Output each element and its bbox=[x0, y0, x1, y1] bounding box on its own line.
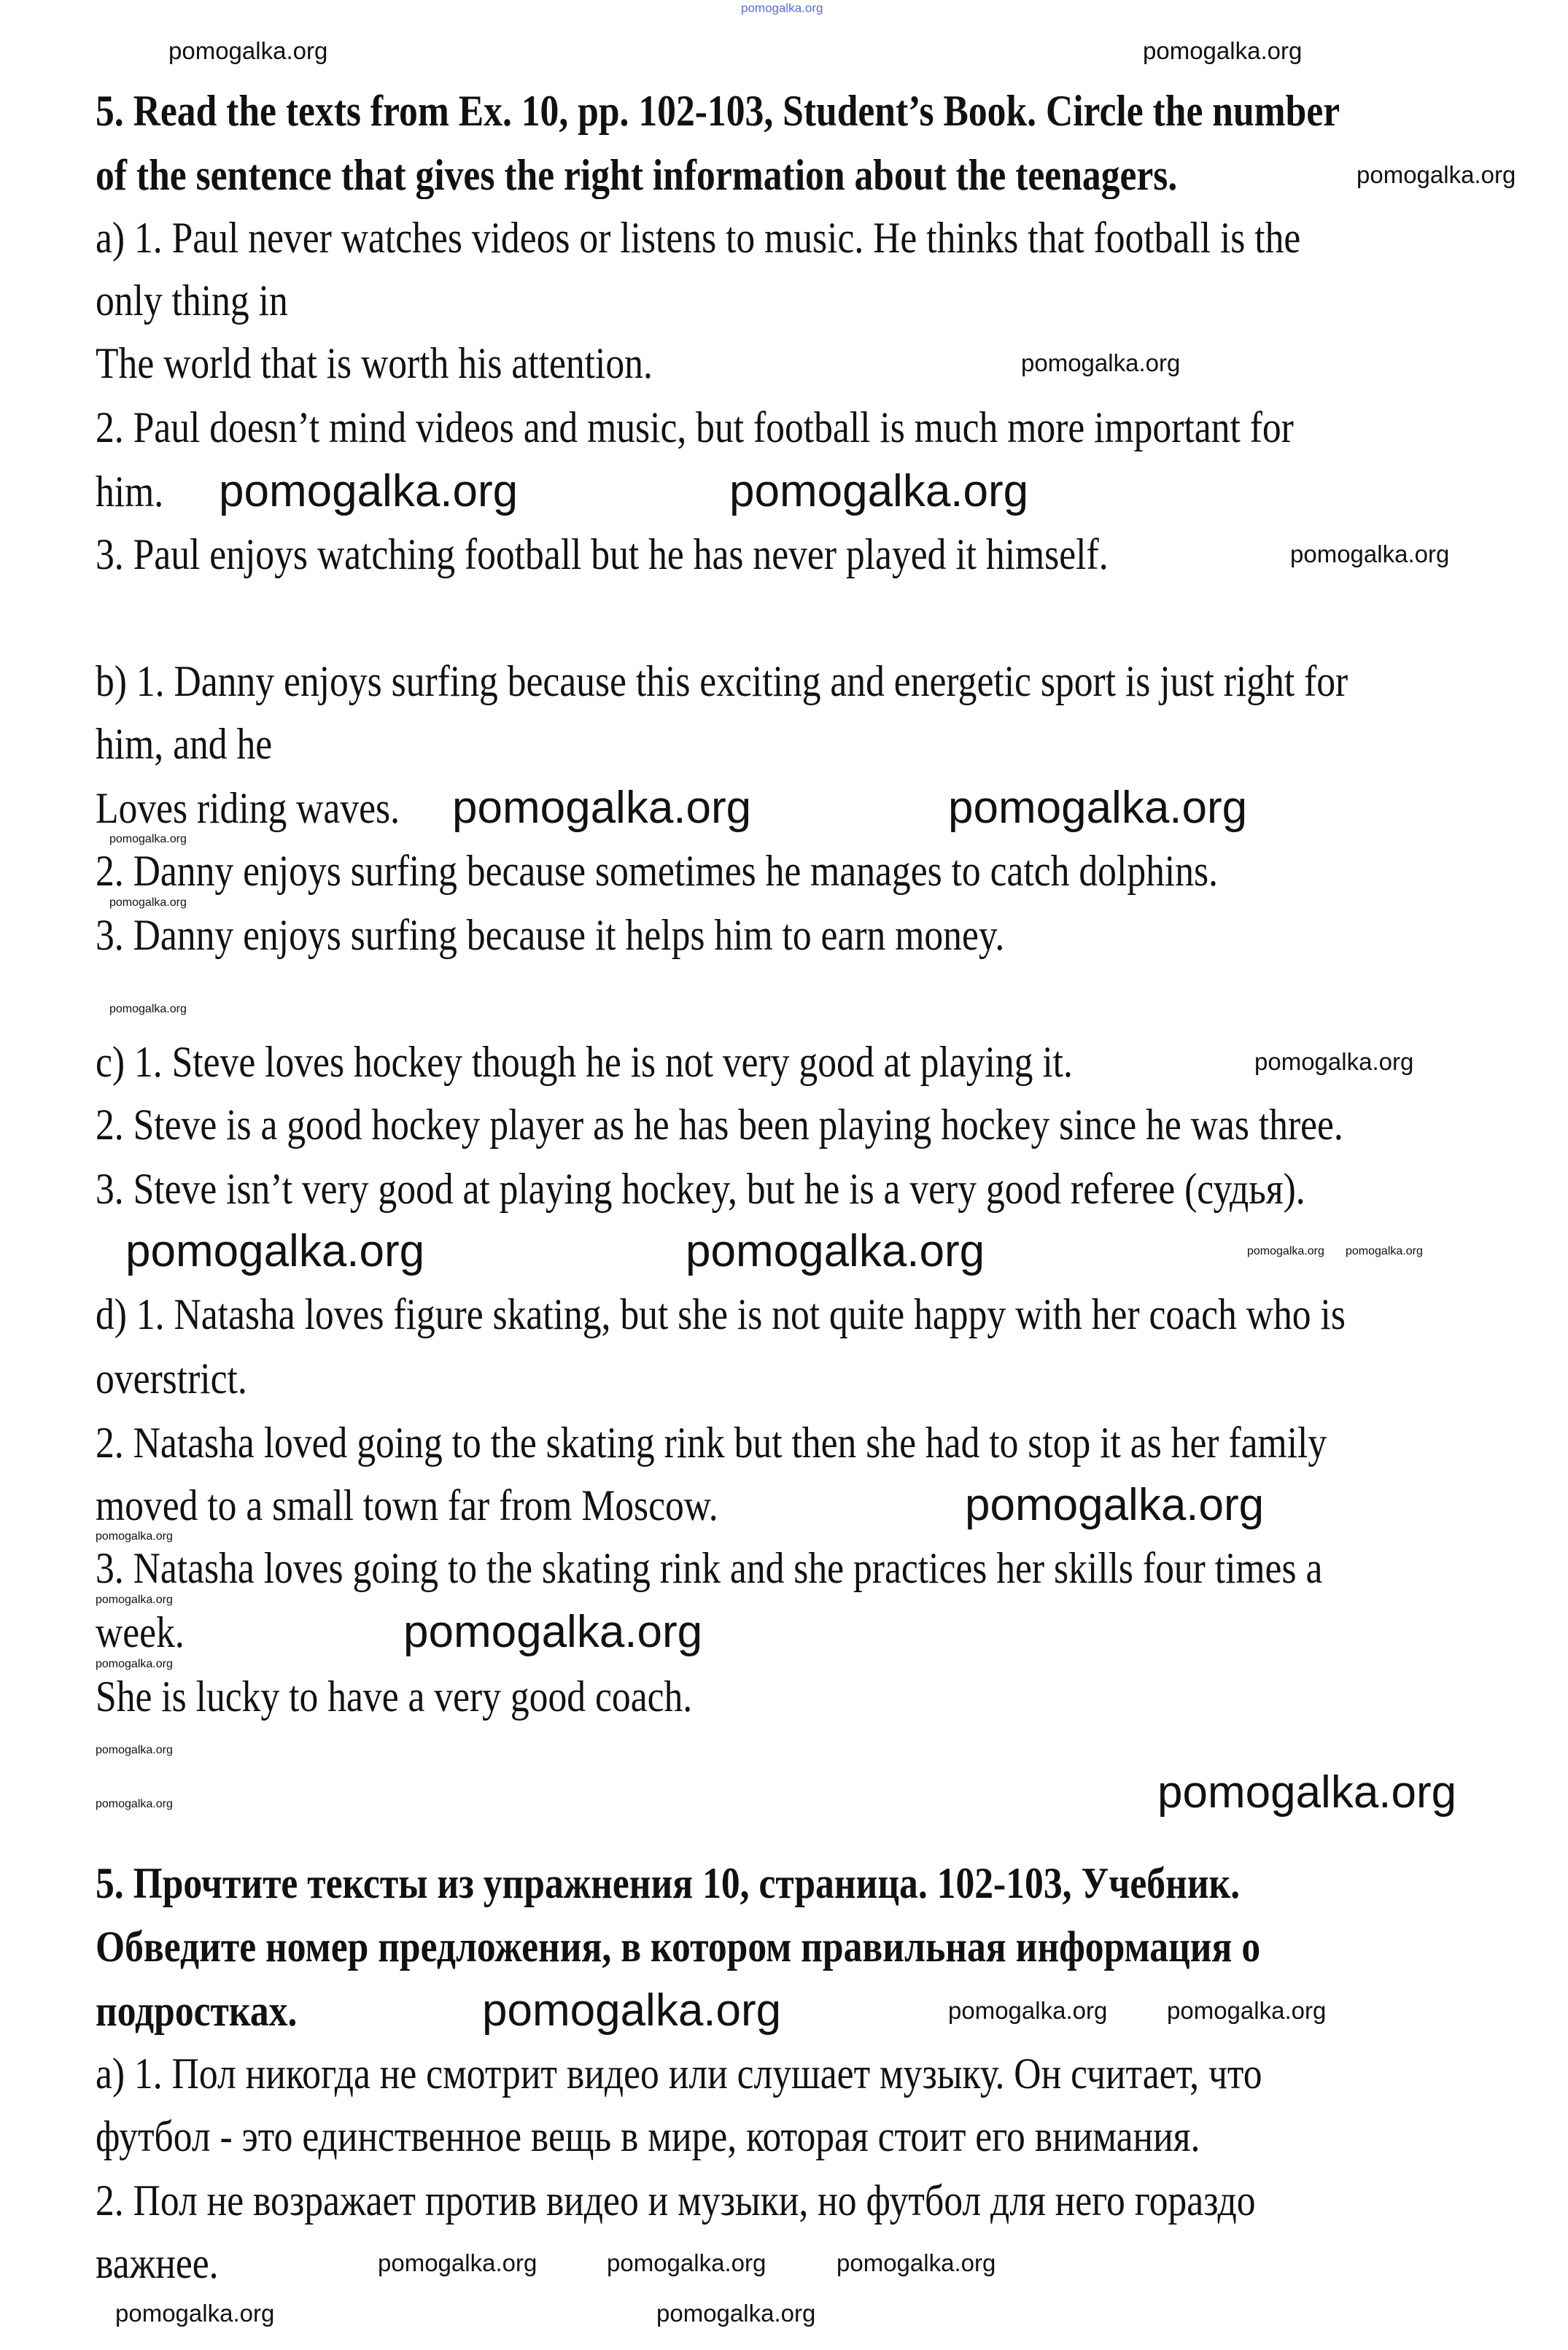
exercise-text-line: 2. Пол не возражает против видео и музыки, но футбол для него гораздо bbox=[96, 2176, 1256, 2225]
watermark: pomogalka.org bbox=[965, 1479, 1265, 1530]
exercise-text-line: only thing in bbox=[96, 276, 288, 325]
watermark: pomogalka.org bbox=[482, 1985, 782, 2036]
exercise-text-line: b) 1. Danny enjoys surfing because this exciting and energetic sport is just right for bbox=[96, 657, 1348, 705]
watermark: pomogalka.org bbox=[686, 1225, 985, 1276]
watermark: pomogalka.org bbox=[837, 2249, 996, 2276]
exercise-text-line: The world that is worth his attention. bbox=[96, 339, 653, 387]
watermark: pomogalka.org bbox=[1346, 1245, 1423, 1258]
exercise-heading-line: 5. Read the texts from Ex. 10, pp. 102-103, Student’s Book. Circle the number bbox=[96, 87, 1340, 135]
watermark: pomogalka.org bbox=[96, 1530, 173, 1543]
exercise-text-line: moved to a small town far from Moscow. bbox=[96, 1481, 718, 1529]
watermark: pomogalka.org bbox=[115, 2299, 275, 2327]
watermark: pomogalka.org bbox=[452, 782, 752, 833]
watermark: pomogalka.org bbox=[219, 465, 519, 516]
exercise-text-line: Loves riding waves. bbox=[96, 784, 400, 832]
watermark: pomogalka.org bbox=[109, 896, 187, 910]
exercise-text-line: 2. Danny enjoys surfing because sometimes he manages to catch dolphins. bbox=[96, 847, 1219, 895]
exercise-text-line: a) 1. Paul never watches videos or listens to music. He thinks that football is the bbox=[96, 214, 1301, 262]
watermark: pomogalka.org bbox=[403, 1606, 703, 1657]
watermark: pomogalka.org bbox=[741, 1, 823, 15]
exercise-text-line: She is lucky to have a very good coach. bbox=[96, 1672, 693, 1721]
exercise-text-line: 2. Paul doesn’t mind videos and music, but football is much more important for bbox=[96, 403, 1294, 451]
exercise-text-line: 3. Danny enjoys surfing because it helps him to earn money. bbox=[96, 911, 1005, 959]
exercise-text-line: важнее. bbox=[96, 2239, 219, 2287]
exercise-text-line: c) 1. Steve loves hockey though he is not very good at playing it. bbox=[96, 1038, 1073, 1086]
watermark: pomogalka.org bbox=[125, 1225, 425, 1276]
exercise-text-line: overstrict. bbox=[96, 1354, 247, 1403]
watermark: pomogalka.org bbox=[1143, 36, 1303, 64]
watermark: pomogalka.org bbox=[96, 1798, 173, 1811]
watermark: pomogalka.org bbox=[729, 465, 1029, 516]
watermark: pomogalka.org bbox=[656, 2299, 816, 2327]
watermark: pomogalka.org bbox=[1357, 160, 1516, 188]
watermark: pomogalka.org bbox=[1254, 1047, 1414, 1075]
exercise-heading-line: подростках. bbox=[96, 1987, 298, 2035]
watermark: pomogalka.org bbox=[1167, 1996, 1327, 2024]
exercise-text-line: 3. Paul enjoys watching football but he has never played it himself. bbox=[96, 530, 1109, 578]
exercise-text-line: 2. Steve is a good hockey player as he has been playing hockey since he was three. bbox=[96, 1101, 1343, 1149]
exercise-heading-line: Обведите номер предложения, в котором правильная информация о bbox=[96, 1923, 1261, 1971]
exercise-text-line: week. bbox=[96, 1608, 185, 1656]
watermark: pomogalka.org bbox=[948, 1996, 1108, 2024]
watermark: pomogalka.org bbox=[1290, 540, 1450, 567]
exercise-text-line: а) 1. Пол никогда не смотрит видео или слушает музыку. Он считает, что bbox=[96, 2050, 1262, 2098]
watermark: pomogalka.org bbox=[378, 2249, 537, 2276]
exercise-text-line: d) 1. Natasha loves figure skating, but she is not quite happy with her coach who is bbox=[96, 1290, 1346, 1338]
exercise-text-line: футбол - это единственное вещь в мире, которая стоит его внимания. bbox=[96, 2112, 1200, 2160]
exercise-text-line: 2. Natasha loved going to the skating rink but then she had to stop it as her family bbox=[96, 1419, 1327, 1467]
watermark: pomogalka.org bbox=[1157, 1767, 1457, 1818]
watermark: pomogalka.org bbox=[1021, 349, 1181, 376]
watermark: pomogalka.org bbox=[96, 1658, 173, 1671]
exercise-text-line: 3. Natasha loves going to the skating rink and she practices her skills four times a bbox=[96, 1544, 1323, 1592]
watermark: pomogalka.org bbox=[607, 2249, 766, 2276]
watermark: pomogalka.org bbox=[96, 1594, 173, 1607]
watermark: pomogalka.org bbox=[168, 36, 328, 64]
watermark: pomogalka.org bbox=[109, 1003, 187, 1016]
exercise-heading-line: of the sentence that gives the right information about the teenagers. bbox=[96, 151, 1178, 199]
exercise-text-line: him, and he bbox=[96, 720, 273, 768]
watermark: pomogalka.org bbox=[96, 1744, 173, 1757]
watermark: pomogalka.org bbox=[109, 833, 187, 846]
exercise-text-line: 3. Steve isn’t very good at playing hockey, but he is a very good referee (судья). bbox=[96, 1165, 1305, 1213]
watermark: pomogalka.org bbox=[1247, 1245, 1324, 1258]
exercise-heading-line: 5. Прочтите тексты из упражнения 10, страница. 102-103, Учебник. bbox=[96, 1859, 1241, 1907]
exercise-text-line: him. bbox=[96, 468, 164, 516]
watermark: pomogalka.org bbox=[948, 782, 1248, 833]
